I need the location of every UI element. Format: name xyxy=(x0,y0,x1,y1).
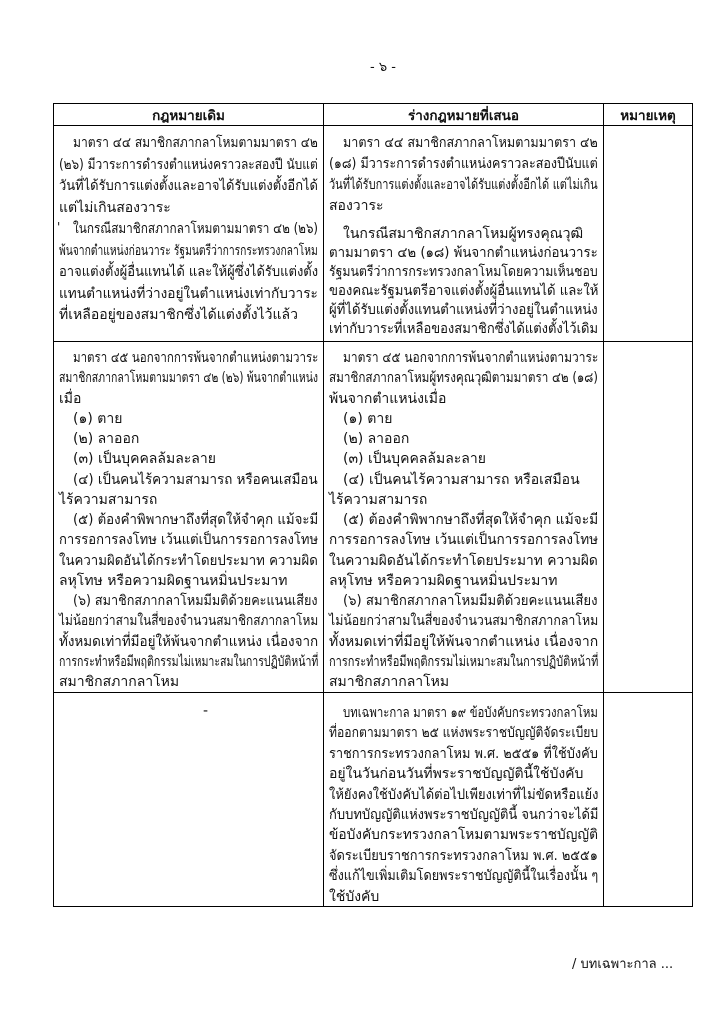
text-line: ในกรณีสมาชิกสภากลาโหมตามมาตรา ๔๒ (๒๖) xyxy=(73,221,319,237)
paragraph xyxy=(59,219,318,327)
text-line: ของคณะรัฐมนตรีอาจแต่งตั้งผู้อื่นแทนได้ และให้ xyxy=(329,283,599,299)
text-line: แทนตำแหน่งที่ว่างอยู่ในตำแหน่งเท่ากับวาระ xyxy=(59,285,318,302)
text-line: ที่ออกตามมาตรา ๒๕ แห่งพระราชบัญญัติจัดระเบียบ xyxy=(329,725,599,742)
text-line: ข้อบังคับกระทรวงกลาโหมตามพระราชบัญญัติ xyxy=(329,827,598,844)
text-line: สมาชิกสภากลาโหม xyxy=(59,674,180,690)
text-line: (๔) เป็นคนไร้ความสามารถ หรือเสมือน xyxy=(343,471,580,488)
text-line: สมาชิกสภากลาโหม xyxy=(329,674,450,690)
paragraph xyxy=(329,703,598,907)
paragraph xyxy=(329,449,598,469)
text-line: ในความผิดอันได้กระทำโดยประมาท ความผิด xyxy=(59,552,318,569)
cell-original-law xyxy=(54,342,324,693)
cell-proposed-draft xyxy=(324,126,604,342)
paragraph xyxy=(59,133,318,219)
text-line: พ้นจากตำแหน่งเมื่อ xyxy=(329,390,447,407)
text-line: (๒๖) มีวาระการดำรงตำแหน่งคราวละสองปี นับแต่ xyxy=(59,156,318,173)
cell-proposed-draft xyxy=(324,342,604,693)
paragraph xyxy=(59,449,318,469)
text-line: (๔) เป็นคนไร้ความสามารถ หรือคนเสมือน xyxy=(73,471,318,488)
text-line: มาตรา ๔๕ นอกจากการพ้นจากตำแหน่งตามวาระ xyxy=(343,350,599,366)
cell-remarks xyxy=(604,693,693,907)
text-line: (๓) เป็นบุคคลล้มละลาย xyxy=(73,451,216,468)
text-line: (๑) ตาย xyxy=(343,410,393,427)
text-line: ตามมาตรา ๔๒ (๑๘) พ้นจากตำแหน่งก่อนวาระ xyxy=(329,245,598,261)
text-line: รัฐมนตรีว่าการกระทรวงกลาโหมโดยความเห็นชอบ xyxy=(329,264,598,280)
text-line: การกระทำหรือมีพฤติกรรมไม่เหมาะสมในการปฏิบัติหน้าที่ xyxy=(329,653,599,670)
text-line: ผู้ที่ได้รับแต่งตั้งแทนตำแหน่งที่ว่างอยู่ในตำแหน่ง xyxy=(329,302,598,318)
cell-original-law xyxy=(54,126,324,342)
text-line: อยู่ในวันก่อนวันที่พระราชบัญญัตินี้ใช้บังคับ xyxy=(329,766,584,783)
paragraph xyxy=(59,409,318,429)
text-line: (๖) สมาชิกสภากลาโหมมีมติด้วยคะแนนเสียง xyxy=(343,593,598,609)
text-line: (๕) ต้องคำพิพากษาถึงที่สุดให้จำคุก แม้จะมี xyxy=(343,512,599,528)
text-line: (๕) ต้องคำพิพากษาถึงที่สุดให้จำคุก แม้จะมี xyxy=(73,512,319,528)
paragraph xyxy=(329,591,598,692)
text-line: เท่ากับวาระที่เหลือของสมาชิกซึ่งได้แต่งตั้งไว้เดิม xyxy=(329,321,599,337)
paragraph xyxy=(59,510,318,591)
cell-original-law xyxy=(54,693,324,907)
cell-remarks xyxy=(604,126,693,342)
header-remarks: หมายเหตุ xyxy=(604,104,693,126)
text-line: จัดระเบียบราชการกระทรวงกลาโหม พ.ศ. ๒๕๕๑ xyxy=(329,847,598,864)
text-line: ในความผิดอันได้กระทำโดยประมาท ความผิด xyxy=(329,552,598,569)
text-line: ซึ่งแก้ไขเพิ่มเติมโดยพระราชบัญญัตินี้ในเรื่องนั้น ๆ xyxy=(329,868,599,885)
text-line: มาตรา ๔๕ นอกจากการพ้นจากตำแหน่งตามวาระ xyxy=(73,350,319,366)
text-line: อาจแต่งตั้งผู้อื่นแทนได้ และให้ผู้ซึ่งได้รับแต่งตั้ง xyxy=(59,264,319,280)
text-line: ไร้ความสามารถ xyxy=(329,491,428,508)
text-line: ให้ยังคงใช้บังคับได้ต่อไปเพียงเท่าที่ไม่ขัดหรือแย้ง xyxy=(329,786,599,803)
text-line: ทั้งหมดเท่าที่มีอยู่ให้พ้นจากตำแหน่ง เนื่องจาก xyxy=(329,633,599,650)
text-line: (๒) ลาออก xyxy=(73,431,140,447)
text-line: ที่เหลืออยู่ของสมาชิกซึ่งได้แต่งตั้งไว้แล้ว xyxy=(59,307,298,323)
text-line: กับบทบัญญัติแห่งพระราชบัญญัตินี้ จนกว่าจะได้มี xyxy=(329,807,599,824)
text-line: ไม่น้อยกว่าสามในสี่ของจำนวนสมาชิกสภากลาโหม xyxy=(59,613,319,630)
header-proposed-draft: ร่างกฎหมายที่เสนอ xyxy=(324,104,604,126)
paragraph xyxy=(59,429,318,449)
margin-mark: ' xyxy=(57,220,61,234)
text-line: สมาชิกสภากลาโหมตามมาตรา ๔๒ (๒๖) พ้นจากตำแหน่ง xyxy=(59,370,319,387)
text-line: (๖) สมาชิกสภากลาโหมมีมติด้วยคะแนนเสียง xyxy=(73,593,318,609)
text-line: พ้นจากตำแหน่งก่อนวาระ รัฐมนตรีว่าการกระทรวงกลาโหม xyxy=(59,242,318,259)
paragraph xyxy=(329,510,598,591)
text-line: มาตรา ๔๔ สมาชิกสภากลาโหมตามมาตรา ๔๒ xyxy=(343,135,598,151)
paragraph xyxy=(329,470,598,511)
text-line: วันที่ได้รับการแต่งตั้งและอาจได้รับแต่งตั้งอีกได้ xyxy=(59,178,318,194)
page-number: - ๖ - xyxy=(370,60,396,75)
empty-dash: - xyxy=(202,703,209,719)
text-line: มาตรา ๔๔ สมาชิกสภากลาโหมตามมาตรา ๔๒ xyxy=(73,135,318,151)
paragraph xyxy=(329,348,598,409)
text-line: แต่ไม่เกินสองวาระ xyxy=(59,199,171,216)
text-line: (๓) เป็นบุคคลล้มละลาย xyxy=(343,451,486,468)
text-line: ราชการกระทรวงกลาโหม พ.ศ. ๒๕๕๑ ที่ใช้บังคับ xyxy=(329,745,598,762)
text-line: ในกรณีสมาชิกสภากลาโหมผู้ทรงคุณวุฒิ xyxy=(343,226,584,242)
text-line: วันที่ได้รับการแต่งตั้งและอาจได้รับแต่งตั้งอีกได้ แต่ไม่เกิน xyxy=(329,177,598,193)
paragraph xyxy=(59,470,318,511)
text-line: สองวาระ xyxy=(329,198,384,214)
text-line: ใช้บังคับ xyxy=(329,888,380,905)
paragraph xyxy=(329,225,598,339)
paragraph xyxy=(329,133,598,217)
paragraph xyxy=(329,409,598,429)
text-line: การรอการลงโทษ เว้นแต่เป็นการรอการลงโทษ xyxy=(329,532,599,549)
cell-remarks xyxy=(604,342,693,693)
text-line: สมาชิกสภากลาโหมผู้ทรงคุณวุฒิตามมาตรา ๔๒ (๑๘) xyxy=(329,370,598,387)
text-line: ลหุโทษ หรือความผิดฐานหมิ่นประมาท xyxy=(59,572,288,589)
comparison-table xyxy=(53,103,693,907)
text-line: บทเฉพาะกาล มาตรา ๑๙ ข้อบังคับกระทรวงกลาโหม xyxy=(343,705,598,721)
text-line: (๒) ลาออก xyxy=(343,431,410,447)
paragraph xyxy=(59,348,318,409)
text-line: ลหุโทษ หรือความผิดฐานหมิ่นประมาท xyxy=(329,572,558,589)
paragraph xyxy=(59,591,318,692)
text-line: (๑) ตาย xyxy=(73,410,123,427)
text-line: ไม่น้อยกว่าสามในสี่ของจำนวนสมาชิกสภากลาโหม xyxy=(329,613,599,630)
text-line: ไร้ความสามารถ xyxy=(59,491,158,508)
continuation-note: / บทเฉพาะกาล ... xyxy=(572,957,674,972)
text-line: การกระทำหรือมีพฤติกรรมไม่เหมาะสมในการปฏิบัติหน้าที่ xyxy=(59,653,319,670)
text-line: เมื่อ xyxy=(59,390,82,407)
text-line: การรอการลงโทษ เว้นแต่เป็นการรอการลงโทษ xyxy=(59,532,319,549)
paragraph xyxy=(329,429,598,449)
text-line: ทั้งหมดเท่าที่มีอยู่ให้พ้นจากตำแหน่ง เนื่องจาก xyxy=(59,633,319,650)
header-original-law: กฎหมายเดิม xyxy=(54,104,324,126)
cell-proposed-draft xyxy=(324,693,604,907)
text-line: (๑๘) มีวาระการดำรงตำแหน่งคราวละสองปีนับแต่ xyxy=(329,156,598,172)
